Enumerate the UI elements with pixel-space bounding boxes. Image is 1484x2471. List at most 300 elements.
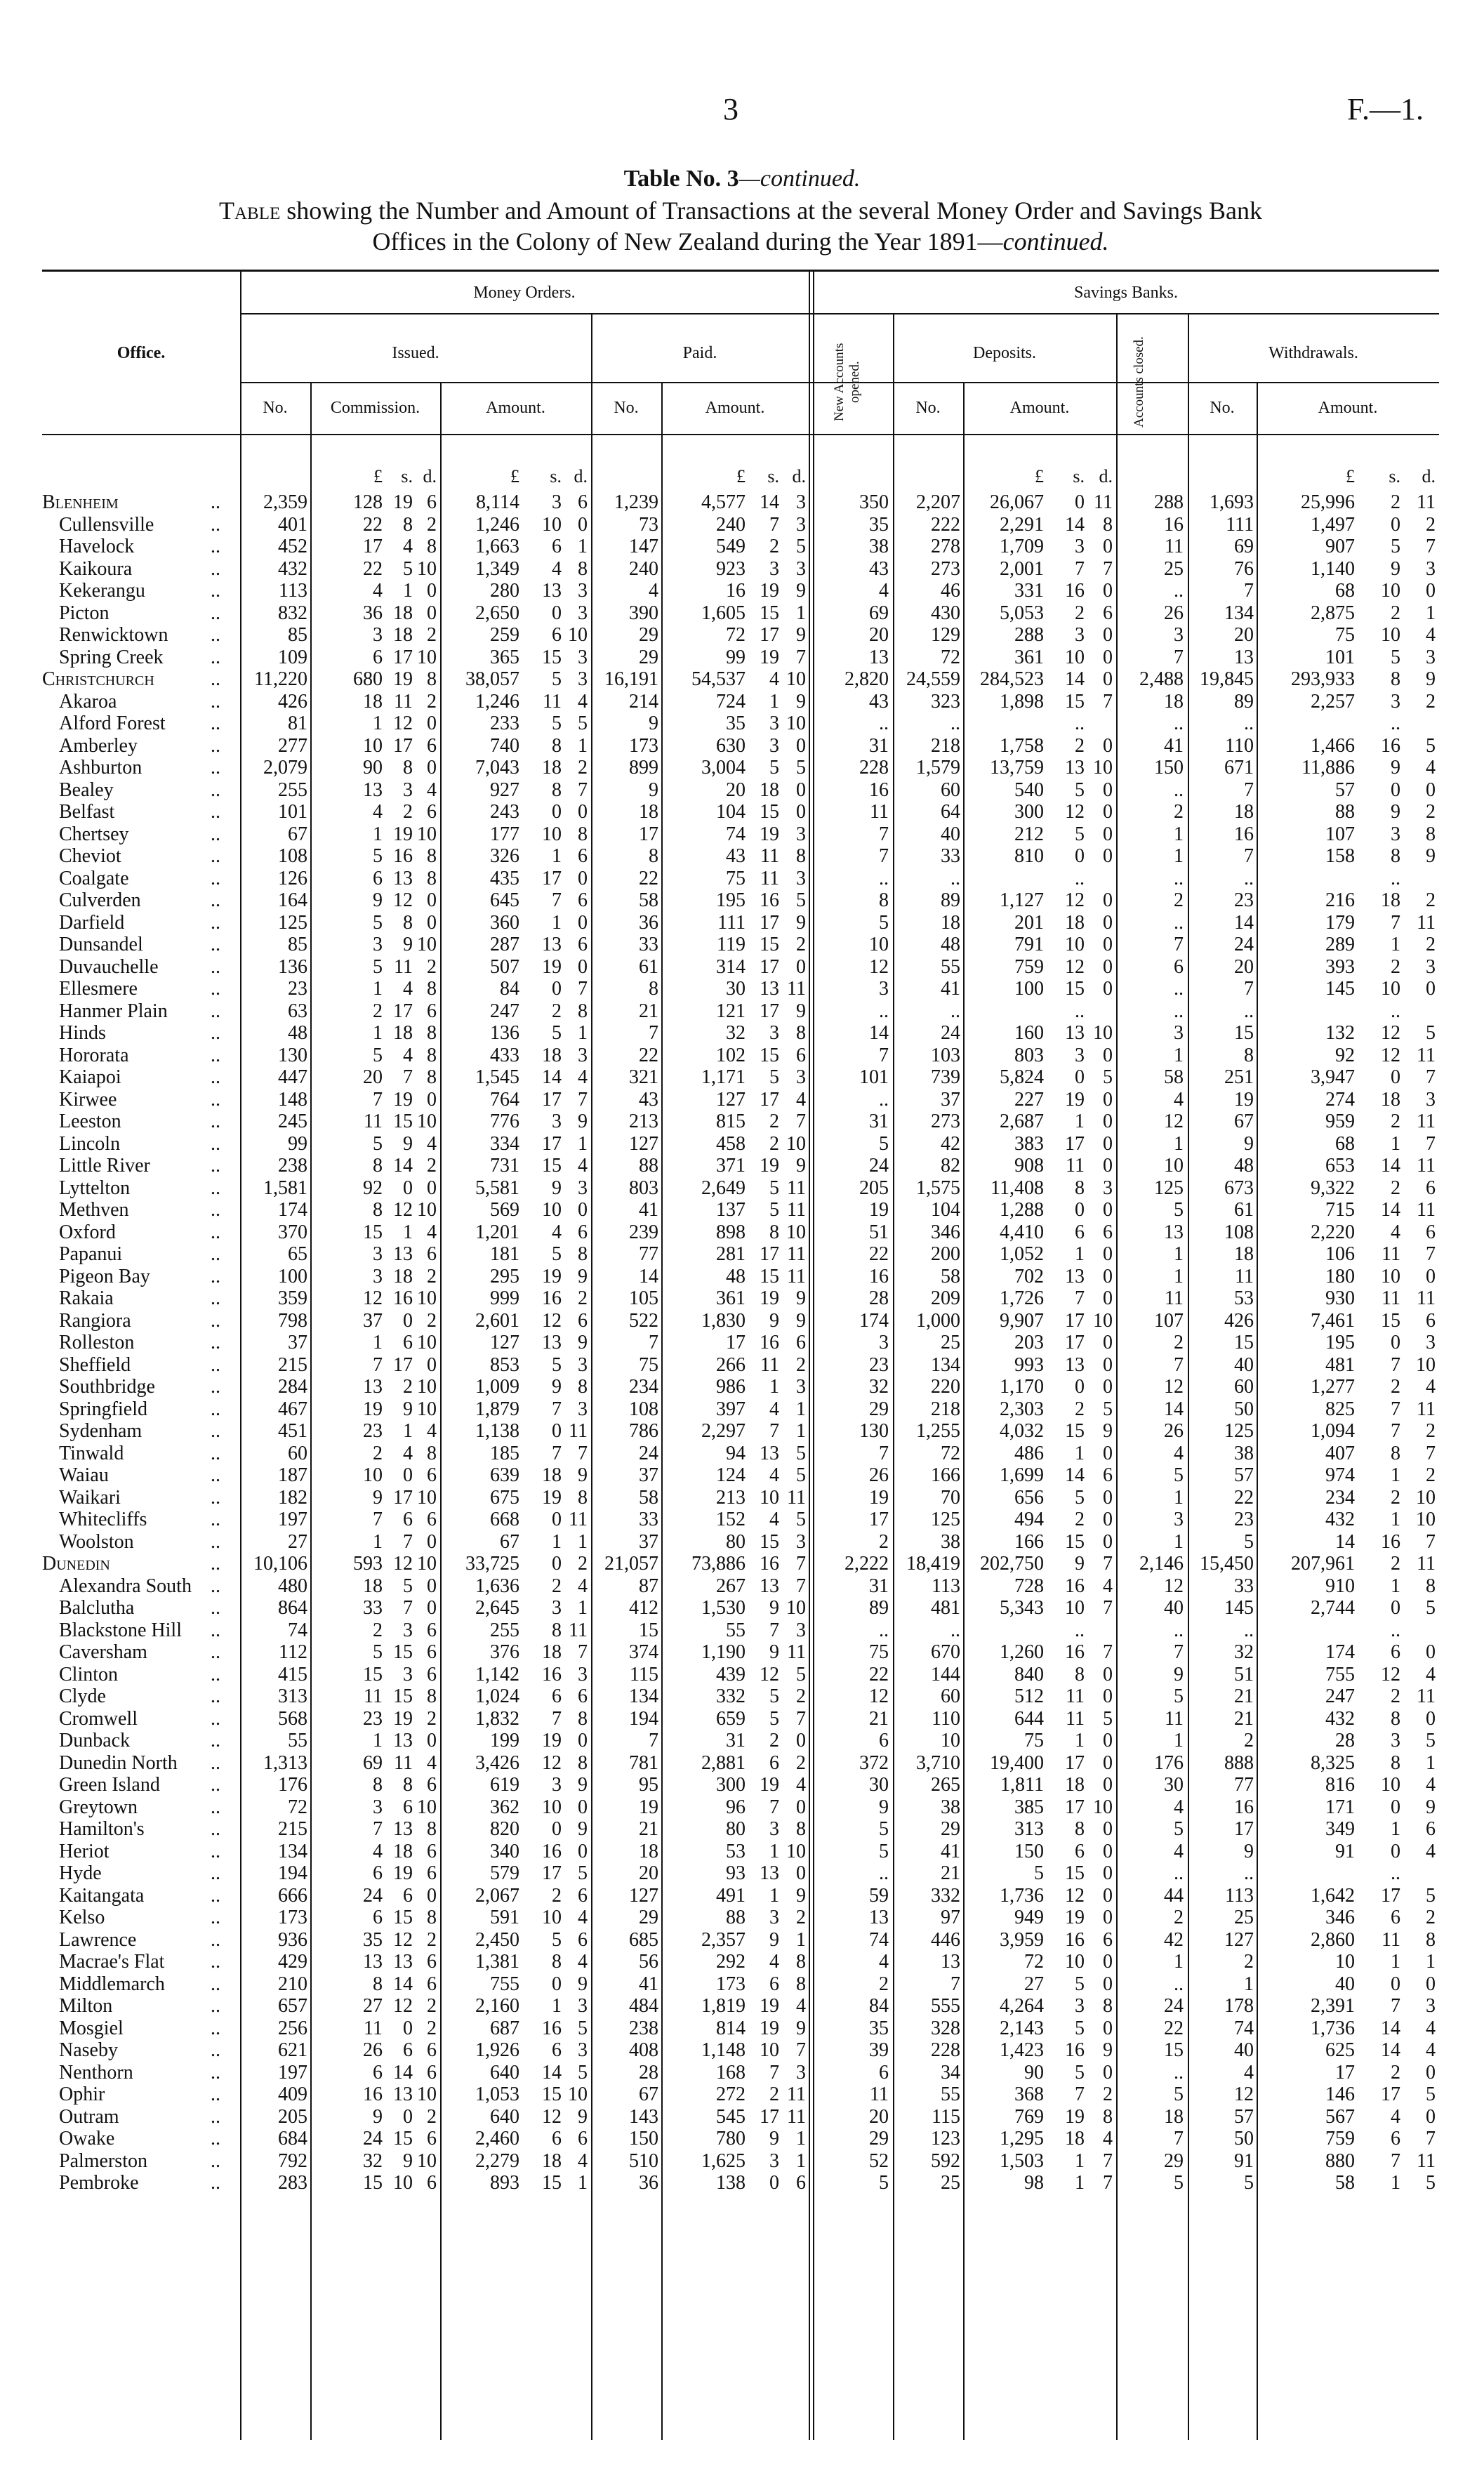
- cell-pence: 8: [578, 1707, 588, 1730]
- cell-pounds: 11: [364, 1111, 383, 1132]
- cell-shillings: 15: [1065, 1862, 1085, 1884]
- cell-pence: 4: [1426, 757, 1436, 779]
- cell-empty: ..: [1075, 867, 1085, 889]
- unit-pence: d.: [423, 466, 437, 486]
- cell-pounds: 659: [716, 1707, 746, 1730]
- table-row: [0, 602, 1484, 625]
- cell-number: 73: [639, 513, 658, 536]
- cell-shillings: 13: [1065, 1265, 1085, 1287]
- cell-pence: 0: [1103, 2017, 1113, 2039]
- cell-shillings: 17: [760, 1000, 779, 1022]
- cell-number: 113: [1225, 1884, 1254, 1907]
- cell-shillings: 1: [552, 1530, 562, 1553]
- cell-pence: 11: [1417, 911, 1436, 934]
- cell-pounds: 313: [1014, 1818, 1044, 1840]
- cell-pence: 0: [427, 889, 437, 911]
- cell-pounds: 2: [373, 1619, 383, 1641]
- cell-pence: 3: [578, 668, 588, 690]
- cell-pence: 4: [1426, 1840, 1436, 1862]
- cell-pence: 0: [1103, 1951, 1113, 1973]
- cell-shillings: 2: [1075, 602, 1085, 624]
- cell-pounds: 195: [1325, 1332, 1355, 1353]
- header-commission: Commission.: [330, 399, 420, 417]
- cell-number: 5: [1174, 2084, 1184, 2105]
- cell-pounds: 715: [1325, 1199, 1355, 1221]
- cell-pounds: 1,024: [475, 1685, 519, 1707]
- cell-shillings: 13: [393, 1818, 413, 1840]
- cell-pence: 0: [1103, 911, 1113, 934]
- cell-shillings: 5: [552, 713, 562, 734]
- cell-shillings: 6: [552, 1685, 562, 1707]
- table-row: [0, 1266, 1484, 1288]
- cell-number: 8: [1244, 1044, 1254, 1066]
- page-reference: F.—1.: [1347, 92, 1424, 126]
- cell-pence: 0: [1426, 2061, 1436, 2084]
- leader-dots: ..: [211, 911, 220, 934]
- cell-shillings: 4: [769, 1951, 779, 1973]
- cell-number: 187: [278, 1464, 307, 1486]
- cell-shillings: 6: [403, 1509, 413, 1530]
- unit-shillings: s.: [1073, 466, 1085, 486]
- cell-number: 372: [859, 1751, 889, 1774]
- cell-pence: 3: [796, 1066, 806, 1088]
- cell-pence: 7: [1103, 1641, 1113, 1663]
- cell-number: 5: [879, 1840, 889, 1862]
- cell-pounds: 67: [500, 1530, 519, 1553]
- cell-number: 12: [869, 955, 889, 978]
- cell-pounds: 1,663: [475, 536, 519, 557]
- cell-pounds: 724: [716, 690, 746, 713]
- cell-pence: 0: [1103, 1907, 1113, 1928]
- cell-number: 22: [1234, 1486, 1254, 1509]
- cell-number: 213: [629, 1111, 658, 1132]
- cell-pounds: 840: [1014, 1663, 1044, 1685]
- cell-number: 61: [639, 955, 658, 978]
- cell-pounds: 5: [373, 1044, 383, 1066]
- cell-pounds: 549: [716, 536, 746, 557]
- cell-shillings: 8: [1075, 1177, 1085, 1199]
- cell-number: 48: [288, 1022, 307, 1044]
- cell-shillings: 0: [403, 2105, 413, 2128]
- cell-pounds: 540: [1014, 779, 1044, 801]
- leader-dots: ..: [211, 1862, 220, 1884]
- cell-pence: 8: [578, 1000, 588, 1022]
- cell-pence: 6: [427, 2128, 437, 2149]
- cell-pence: 1: [578, 734, 588, 757]
- cell-number: 16: [869, 779, 889, 801]
- cell-pounds: 3,947: [1311, 1066, 1355, 1088]
- cell-number: 25: [1164, 557, 1184, 580]
- cell-pence: 3: [1426, 646, 1436, 668]
- cell-number: 9: [1244, 1840, 1254, 1862]
- header-issued: Issued.: [392, 344, 439, 362]
- cell-number: 32: [869, 1376, 889, 1398]
- cell-pounds: 2: [373, 1442, 383, 1464]
- cell-number: 110: [1225, 734, 1254, 757]
- title-text: Table No. 3: [623, 166, 739, 192]
- table-row: [0, 1509, 1484, 1531]
- cell-pence: 4: [578, 690, 588, 713]
- cell-number: ..: [1244, 1000, 1254, 1022]
- cell-pounds: 267: [716, 1575, 746, 1597]
- cell-number: 197: [278, 2061, 307, 2084]
- cell-pounds: 910: [1325, 1575, 1355, 1597]
- cell-pence: 11: [787, 1486, 806, 1509]
- cell-number: 61: [1234, 1199, 1254, 1221]
- cell-pence: 0: [1103, 1265, 1113, 1287]
- cell-shillings: 0: [1075, 1376, 1085, 1398]
- cell-number: 200: [931, 1243, 960, 1265]
- cell-shillings: 12: [542, 1309, 562, 1332]
- unit-pence: d.: [574, 466, 588, 486]
- office-name: Milton: [59, 1995, 113, 2017]
- cell-number: 2,079: [263, 757, 307, 779]
- cell-pence: 2: [1426, 889, 1436, 911]
- cell-pence: 6: [427, 1862, 437, 1884]
- page-number: 3: [723, 92, 738, 126]
- cell-pence: 7: [1426, 1066, 1436, 1088]
- cell-number: 24: [941, 1022, 960, 1044]
- office-name: Kaiapoi: [59, 1066, 121, 1088]
- cell-pounds: 1,642: [1311, 1884, 1355, 1907]
- cell-pounds: 1,277: [1311, 1376, 1355, 1398]
- cell-shillings: 3: [769, 734, 779, 757]
- cell-pounds: 1,545: [475, 1066, 519, 1088]
- cell-pence: 8: [427, 1685, 437, 1707]
- cell-shillings: 15: [542, 2084, 562, 2105]
- cell-number: 57: [1234, 2105, 1254, 2128]
- cell-pounds: 3: [373, 1265, 383, 1287]
- cell-number: ..: [950, 713, 960, 734]
- cell-shillings: 7: [1075, 2084, 1085, 2105]
- cell-pounds: 1,349: [475, 557, 519, 580]
- cell-number: 60: [288, 1442, 307, 1464]
- cell-pounds: 1,636: [475, 1575, 519, 1597]
- cell-shillings: 0: [1391, 1332, 1400, 1353]
- cell-pounds: 567: [1325, 2105, 1355, 2128]
- cell-shillings: 18: [1065, 1774, 1085, 1796]
- cell-number: 105: [629, 1287, 658, 1309]
- cell-pounds: 2,279: [475, 2149, 519, 2172]
- cell-pounds: 7: [373, 1088, 383, 1111]
- cell-shillings: 5: [552, 668, 562, 690]
- cell-shillings: 1: [552, 845, 562, 867]
- table-row: [0, 1531, 1484, 1554]
- office-name: Hanmer Plain: [59, 1000, 168, 1022]
- cell-number: 37: [288, 1332, 307, 1353]
- cell-number: 21: [869, 1707, 889, 1730]
- cell-pounds: 6: [373, 646, 383, 668]
- office-name: Oxford: [59, 1221, 116, 1243]
- cell-shillings: 7: [552, 1398, 562, 1420]
- cell-pence: 4: [578, 1951, 588, 1973]
- cell-number: 22: [869, 1663, 889, 1685]
- cell-pounds: 26,067: [990, 491, 1044, 513]
- cell-pence: 5: [796, 1663, 806, 1685]
- cell-pence: 7: [796, 646, 806, 668]
- cell-shillings: 16: [1065, 2039, 1085, 2061]
- leader-dots: ..: [211, 1376, 220, 1398]
- cell-pence: 0: [1103, 1486, 1113, 1509]
- cell-number: 126: [278, 867, 307, 889]
- cell-pounds: 759: [1014, 955, 1044, 978]
- cell-pounds: 2,687: [1000, 1111, 1044, 1132]
- cell-number: 40: [1234, 1353, 1254, 1376]
- cell-pounds: 31: [726, 1730, 746, 1751]
- cell-shillings: 18: [542, 2149, 562, 2172]
- cell-pounds: 27: [363, 1995, 383, 2017]
- cell-shillings: 10: [1065, 646, 1085, 668]
- cell-pence: 5: [796, 889, 806, 911]
- cell-shillings: 18: [542, 1044, 562, 1066]
- cell-pounds: 37: [363, 1309, 383, 1332]
- cell-number: 28: [869, 1287, 889, 1309]
- table-row: [0, 1354, 1484, 1377]
- cell-shillings: 2: [1391, 1376, 1400, 1398]
- cell-number: 5: [879, 1132, 889, 1155]
- cell-shillings: 7: [1075, 1287, 1085, 1309]
- cell-number: 100: [278, 1265, 307, 1287]
- cell-shillings: 5: [403, 1575, 413, 1597]
- cell-number: 6: [879, 1730, 889, 1751]
- cell-shillings: 14: [393, 1155, 413, 1177]
- unit-shillings: s.: [401, 466, 413, 486]
- cell-pence: 8: [427, 978, 437, 1000]
- table-row: [0, 2084, 1484, 2106]
- cell-shillings: 19: [542, 1486, 562, 1509]
- cell-number: 19,845: [1200, 668, 1254, 690]
- header-issued-amount: Amount.: [486, 399, 545, 417]
- cell-pounds: 11: [364, 1685, 383, 1707]
- cell-pence: 0: [796, 1862, 806, 1884]
- cell-number: 2: [1174, 1907, 1184, 1928]
- cell-pounds: 1,699: [1000, 1464, 1044, 1486]
- cell-number: 48: [1234, 1155, 1254, 1177]
- cell-shillings: 1: [769, 1376, 779, 1398]
- cell-pounds: 2: [373, 1000, 383, 1022]
- office-name: Macrae's Flat: [59, 1951, 165, 1973]
- cell-number: 33: [639, 1509, 658, 1530]
- cell-shillings: 1: [1391, 1509, 1400, 1530]
- cell-number: 125: [931, 1509, 960, 1530]
- cell-pounds: 23: [363, 1420, 383, 1442]
- cell-shillings: 3: [1075, 536, 1085, 557]
- cell-pounds: 2,881: [701, 1751, 746, 1774]
- cell-pence: 0: [427, 1530, 437, 1553]
- cell-number: 15: [639, 1619, 658, 1641]
- cell-pounds: 128: [353, 491, 383, 513]
- cell-number: 77: [639, 1243, 658, 1265]
- table-row: [0, 956, 1484, 979]
- cell-pence: 11: [787, 1265, 806, 1287]
- cell-number: 18,419: [906, 1553, 960, 1575]
- unit-pence: d.: [1099, 466, 1113, 486]
- cell-shillings: 3: [769, 713, 779, 734]
- cell-number: 89: [941, 889, 960, 911]
- table-row: [0, 1133, 1484, 1155]
- cell-shillings: 6: [1075, 1840, 1085, 1862]
- cell-pence: 0: [578, 801, 588, 823]
- cell-pence: 0: [1103, 955, 1113, 978]
- cell-pounds: 3: [373, 1796, 383, 1818]
- cell-pence: 0: [1426, 1707, 1436, 1730]
- cell-pence: 0: [1103, 1044, 1113, 1066]
- cell-number: 1: [1174, 1243, 1184, 1265]
- cell-number: 88: [639, 1155, 658, 1177]
- cell-shillings: 12: [393, 1995, 413, 2017]
- cell-shillings: 11: [760, 867, 779, 889]
- cell-pounds: 127: [490, 1332, 519, 1353]
- office-name: Greytown: [59, 1796, 138, 1818]
- cell-shillings: 17: [760, 1088, 779, 1111]
- cell-shillings: 18: [393, 602, 413, 624]
- cell-pence: 0: [427, 1730, 437, 1751]
- office-name: Whitecliffs: [59, 1509, 147, 1530]
- cell-pence: 10: [786, 668, 806, 690]
- cell-number: ..: [950, 1619, 960, 1641]
- leader-dots: ..: [211, 1884, 220, 1907]
- cell-shillings: 2: [552, 1884, 562, 1907]
- cell-shillings: 1: [1391, 2172, 1400, 2194]
- cell-pounds: 88: [1335, 801, 1355, 823]
- table-row: [0, 934, 1484, 956]
- cell-pounds: 171: [1325, 1796, 1355, 1818]
- cell-shillings: 5: [552, 1928, 562, 1951]
- cell-number: 16: [869, 1265, 889, 1287]
- cell-pounds: 2,875: [1311, 602, 1355, 624]
- header-savings-banks: Savings Banks.: [1073, 284, 1178, 302]
- cell-shillings: 9: [1391, 757, 1400, 779]
- cell-pounds: 18: [363, 1575, 383, 1597]
- cell-shillings: 8: [552, 1951, 562, 1973]
- cell-pounds: 2,220: [1311, 1221, 1355, 1243]
- cell-number: 24: [639, 1442, 658, 1464]
- cell-shillings: 0: [552, 1818, 562, 1840]
- cell-number: 25: [941, 1332, 960, 1353]
- cell-pence: 7: [1426, 2128, 1436, 2149]
- cell-shillings: 0: [552, 1420, 562, 1442]
- cell-pounds: 201: [1014, 911, 1044, 934]
- cell-pence: 0: [1103, 1442, 1113, 1464]
- cell-pence: 4: [796, 1995, 806, 2017]
- cell-pounds: 292: [716, 1951, 746, 1973]
- cell-shillings: 13: [393, 1730, 413, 1751]
- office-name: Hyde: [59, 1862, 102, 1884]
- cell-number: 265: [931, 1774, 960, 1796]
- cell-number: 42: [1164, 1928, 1184, 1951]
- cell-pounds: 9: [373, 889, 383, 911]
- cell-pounds: 7,043: [475, 757, 519, 779]
- cell-shillings: 6: [403, 2039, 413, 2061]
- cell-shillings: 2: [1391, 955, 1400, 978]
- cell-number: 29: [1164, 2149, 1184, 2172]
- cell-shillings: 2: [1391, 1553, 1400, 1575]
- cell-number: 5: [1244, 1530, 1254, 1553]
- cell-pence: 6: [427, 2061, 437, 2084]
- cell-shillings: 2: [1391, 1486, 1400, 1509]
- cell-pence: 3: [1426, 1088, 1436, 1111]
- cell-number: 621: [278, 2039, 307, 2061]
- cell-pounds: 177: [490, 823, 519, 845]
- cell-pounds: 1,830: [701, 1309, 746, 1332]
- cell-shillings: 15: [1065, 690, 1085, 713]
- leader-dots: ..: [211, 1509, 220, 1530]
- cell-number: 15,450: [1200, 1553, 1254, 1575]
- cell-pence: 0: [1103, 1155, 1113, 1177]
- cell-pence: 0: [578, 513, 588, 536]
- cell-number: 40: [1164, 1597, 1184, 1619]
- cell-number: 238: [278, 1155, 307, 1177]
- leader-dots: ..: [211, 1464, 220, 1486]
- table-row: [0, 757, 1484, 779]
- cell-pence: 0: [1103, 845, 1113, 867]
- cell-pence: 3: [1426, 557, 1436, 580]
- table-row: [0, 536, 1484, 558]
- cell-pence: 0: [427, 580, 437, 602]
- cell-pence: 0: [1103, 1287, 1113, 1309]
- cell-pence: 10: [417, 934, 437, 955]
- cell-pounds: 137: [716, 1199, 746, 1221]
- cell-pounds: 17: [726, 1332, 746, 1353]
- cell-pounds: 383: [1014, 1132, 1044, 1155]
- cell-number: 2,359: [263, 491, 307, 513]
- cell-number: 1,581: [263, 1177, 307, 1199]
- leader-dots: ..: [211, 2172, 220, 2194]
- cell-pence: 1: [796, 1420, 806, 1442]
- table-row: [0, 1243, 1484, 1266]
- group-rule: [240, 313, 1439, 314]
- cell-pounds: 393: [1325, 955, 1355, 978]
- cell-pence: 5: [1426, 1597, 1436, 1619]
- cell-pounds: 974: [1325, 1464, 1355, 1486]
- cell-shillings: 3: [769, 1022, 779, 1044]
- cell-number: 108: [629, 1398, 658, 1420]
- cell-number: 64: [941, 801, 960, 823]
- cell-shillings: 15: [1065, 1530, 1085, 1553]
- cell-number: 1: [1174, 845, 1184, 867]
- office-name: Sydenham: [59, 1420, 143, 1442]
- table-row: [0, 691, 1484, 713]
- cell-pounds: 687: [490, 2017, 519, 2039]
- cell-number: 18: [639, 801, 658, 823]
- cell-shillings: 13: [1065, 1022, 1085, 1044]
- cell-pounds: 199: [490, 1730, 519, 1751]
- cell-number: 899: [629, 757, 658, 779]
- cell-pence: 6: [1426, 1221, 1436, 1243]
- cell-pence: 2: [796, 1907, 806, 1928]
- cell-number: 166: [931, 1464, 960, 1486]
- cell-number: 218: [931, 734, 960, 757]
- cell-pounds: 68: [1335, 1132, 1355, 1155]
- cell-pence: 10: [417, 2149, 437, 2172]
- cell-number: 9: [649, 713, 658, 734]
- cell-pounds: 5: [373, 911, 383, 934]
- cell-number: 33: [941, 845, 960, 867]
- cell-pence: 8: [427, 1044, 437, 1066]
- cell-pence: 1: [578, 1530, 588, 1553]
- cell-pounds: 181: [490, 1243, 519, 1265]
- cell-pounds: 340: [490, 1840, 519, 1862]
- table-row: [0, 1664, 1484, 1686]
- cell-shillings: 6: [769, 1751, 779, 1774]
- table-row: [0, 978, 1484, 1000]
- leader-dots: ..: [211, 1265, 220, 1287]
- cell-pounds: 645: [490, 889, 519, 911]
- cell-pounds: 1,170: [1000, 1376, 1044, 1398]
- cell-number: 38: [1234, 1442, 1254, 1464]
- cell-shillings: 8: [403, 757, 413, 779]
- cell-number: 77: [1234, 1774, 1254, 1796]
